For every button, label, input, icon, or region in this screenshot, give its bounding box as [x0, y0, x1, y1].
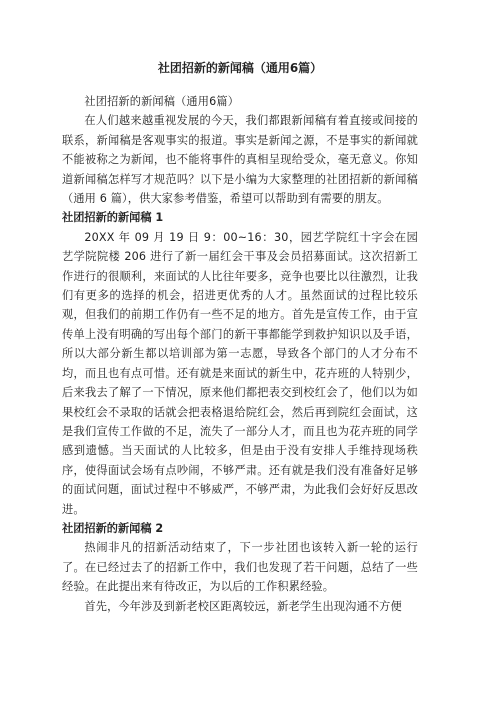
intro-paragraph: 在人们越来越重视发展的今天，我们都跟新闻稿有着直接或间接的联系，新闻稿是客观事实的报道。事实是新闻之源，不是事实的新闻就不能被称之为新闻，也不能将事件的真相呈现给受众，毫无意义。你知道新闻稿怎样写才规范吗？以下是小编为大家整理的社团招新的新闻稿（通用 6 篇），供大家参考借鉴，希望可以帮助到有需要的朋友。: [62, 114, 418, 206]
document-subtitle: 社团招新的新闻稿（通用6篇）: [84, 95, 240, 108]
section-heading-1: 社团招新的新闻稿 1: [62, 211, 164, 225]
section-2-paragraph-1: 热闹非凡的招新活动结束了，下一步社团也该转入新一轮的运行了。在已经过去了的招新工作中，我们也发现了若干问题，总结了一些经验。在此提出来有待改正，为以后的工作积累经验。: [62, 541, 418, 594]
section-2-paragraph-2: 首先，今年涉及到新老校区距离较远，新老学生出现沟通不方便: [84, 599, 402, 613]
section-1-body: 20XX 年 09 月 19 日 9：00~16：30，园艺学院红十字会在园艺学院院楼 206 进行了新一届红会干事及会员招募面试。这次招新工作进行的很顺利，来面试的人比往年要多，竞争也要比以往激烈，让我们有更多的选择的机会，招进更优秀的人才。虽然面试的过程比较乐观，但我们的前期工作仍有一些不足的地方。首先是宣传工作，由于宣传单上没有明确的写出每个部门的新干事都能学到救护知识以及手语，所以大部分新生都以培训部为第一志愿，导致各个部门的人才分布不均，而且也有点可惜。还有就是来面试的新生中，花卉班的人特别少，后来我去了解了一下情况，原来他们都把表交到校红会了，他们以为如果校红会不录取的话就会把表格退给院红会，然后再到院红会面试，这是我们宣传工作做的不足，流失了一部分人才，而且也为花卉班的同学感到遗憾。当天面试的人比较多，但是由于没有安排人手维持现场秩序，使得面试会场有点吵闹，不够严肃。还有就是我们没有准备好足够的面试问题，面试过程中不够威严，不够严肃，为此我们会好好反思改进。: [62, 230, 418, 516]
document-title: 社团招新的新闻稿（通用6篇）: [157, 61, 323, 75]
section-heading-2: 社团招新的新闻稿 2: [62, 521, 164, 535]
